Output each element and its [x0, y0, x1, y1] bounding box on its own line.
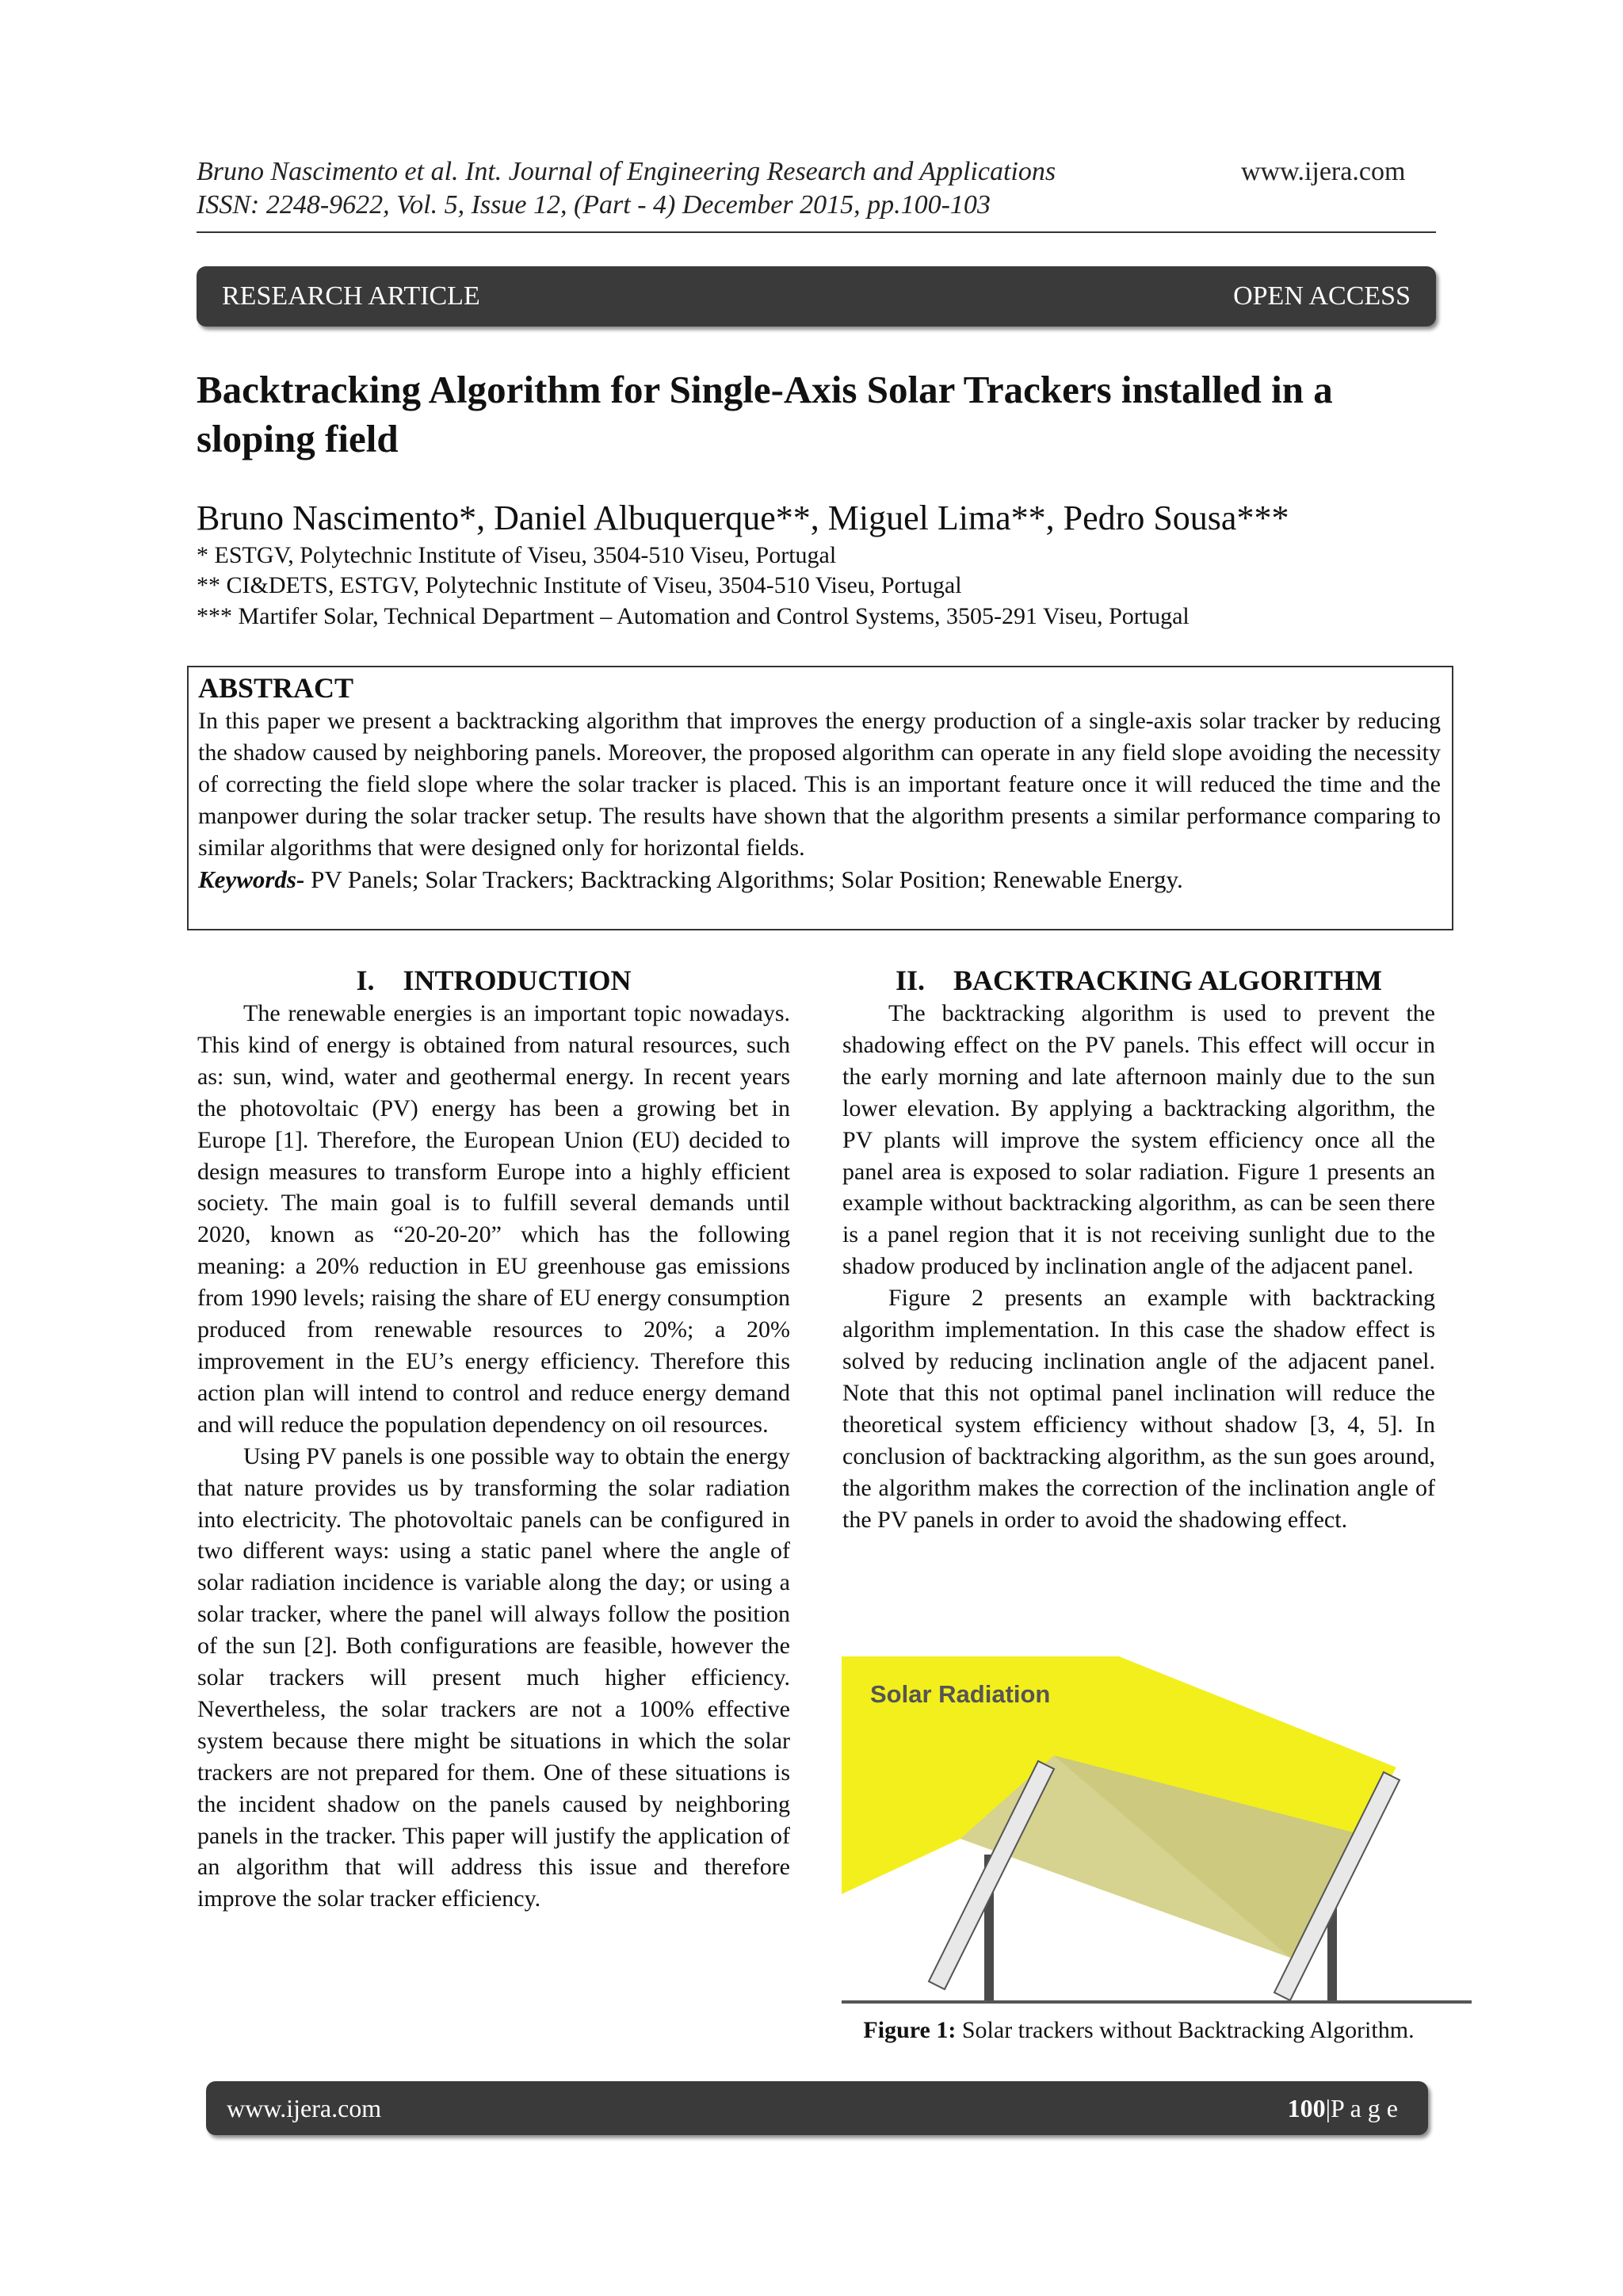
running-header-website[interactable]: www.ijera.com — [1241, 157, 1406, 186]
affiliation-1: * ESTGV, Polytechnic Institute of Viseu, 3504-510 Viseu, Portugal — [197, 542, 837, 568]
footer-page — [1288, 2094, 1398, 2123]
column-left — [197, 963, 790, 1915]
article-type-label: RESEARCH ARTICLE — [222, 281, 480, 311]
keywords-label: Keywords- — [198, 865, 305, 893]
abstract-box — [187, 666, 1453, 930]
affiliation-2: ** CI&DETS, ESTGV, Polytechnic Institute of Viseu, 3504-510 Viseu, Portugal — [197, 572, 962, 598]
intro-paragraph-1: The renewable energies is an important topic nowadays. This kind of energy is obtained from natural resources, such as: sun, wind, water and geothermal energy. In recent years the photovoltaic (PV) energy has been a growing bet in Europe [1]. Therefore, the European Union (EU) decided to design measures to transform Europe into a highly efficient society. The main goal is to fulfill several demands until 2020, known as “20-20-20” which has the following meaning: a 20% reduction in EU greenhouse gas emissions from 1990 levels; raising the share of EU energy consumption produced from renewable resources to 20%; a 20% improvement in the EU’s energy efficiency. Therefore this action plan will intend to control and reduce energy demand and will reduce the population dependency on oil resources. — [197, 1000, 790, 1438]
affiliation-3: *** Martifer Solar, Technical Department – Automation and Control Systems, 3505-291 Viseu, Portugal — [197, 603, 1190, 629]
footer-bar — [206, 2081, 1428, 2135]
article-type-bar — [197, 266, 1436, 327]
keywords-text: PV Panels; Solar Trackers; Backtracking Algorithms; Solar Position; Renewable Energy. — [304, 865, 1183, 893]
open-access-label: OPEN ACCESS — [1233, 281, 1411, 311]
header-rule — [197, 231, 1436, 233]
footer-page-number: 100 — [1287, 2093, 1326, 2122]
section-heading-introduction: I. INTRODUCTION — [356, 965, 632, 996]
figure-1-caption — [842, 2015, 1435, 2046]
column-right — [842, 963, 1435, 1535]
running-header-journal: Bruno Nascimento et al. Int. Journal of Engineering Research and Applications — [197, 157, 1056, 186]
footer-page-label: |P a g e — [1325, 2093, 1398, 2122]
keywords-line — [198, 864, 1441, 896]
backtracking-paragraph-2: Figure 2 presents an example with backtracking algorithm implementation. In this case the shadow effect is solved by reducing inclination angle of the adjacent panel. Note that this not optimal panel inclination will reduce the theoretical system efficiency without shadow [3, 4, 5]. In conclusion of backtracking algorithm, as the sun goes around, the algorithm makes the correction of the inclination angle of the PV panels in order to avoid the shadowing effect. — [842, 1285, 1435, 1533]
footer-website[interactable]: www.ijera.com — [227, 2093, 382, 2122]
solar-radiation-label: Solar Radiation — [870, 1680, 1051, 1708]
running-header-issn: ISSN: 2248-9622, Vol. 5, Issue 12, (Part - 4) December 2015, pp.100-103 — [197, 190, 991, 220]
abstract-text: In this paper we present a backtracking algorithm that improves the energy production of a single-axis solar tracker by reducing the shadow caused by neighboring panels. Moreover, the proposed algorithm can operate in any field slope avoiding the necessity of correcting the field slope where the solar tracker is placed. This is an important feature once it will reduced the time and the manpower during the solar tracker setup. The results have shown that the algorithm presents a similar performance comparing to similar algorithms that were designed only for horizontal fields. — [198, 708, 1441, 861]
figure-1-caption-label: Figure 1: — [863, 2017, 957, 2043]
abstract-heading: ABSTRACT — [198, 672, 354, 704]
section-heading-backtracking: II. BACKTRACKING ALGORITHM — [895, 965, 1383, 996]
figure-1-caption-text: Solar trackers without Backtracking Algorithm. — [956, 2017, 1415, 2043]
author-list: Bruno Nascimento*, Daniel Albuquerque**, Miguel Lima**, Pedro Sousa*** — [197, 499, 1289, 537]
paper-title: Backtracking Algorithm for Single-Axis Solar Trackers installed in a sloping field — [197, 368, 1333, 460]
backtracking-paragraph-1: The backtracking algorithm is used to prevent the shadowing effect on the PV panels. This effect will occur in the early morning and late afternoon mainly due to the sun lower elevation. By applying a backtracking algorithm, the PV plants will improve the system efficiency once all the panel area is exposed to solar radiation. Figure 1 presents an example without backtracking algorithm, as can be seen there is a panel region that it is not receiving sunlight due to the shadow produced by inclination angle of the adjacent panel. — [842, 1000, 1435, 1280]
figure-1-solar-trackers — [842, 1656, 1476, 2021]
intro-paragraph-2: Using PV panels is one possible way to obtain the energy that nature provides us by transforming the solar radiation into electricity. The photovoltaic panels can be configured in two different ways: using a static panel where the angle of solar radiation incidence is variable along the day; or using a solar tracker, where the panel will always follow the position of the sun [2]. Both configurations are feasible, however the solar trackers will present much higher efficiency. Nevertheless, the solar trackers are not a 100% effective system because there might be situations in which the solar trackers are not prepared for them. One of these situations is the incident shadow on the panels caused by neighboring panels in the tracker. This paper will justify the application of an algorithm that will address this issue and therefore improve the solar tracker efficiency. — [197, 1442, 790, 1912]
